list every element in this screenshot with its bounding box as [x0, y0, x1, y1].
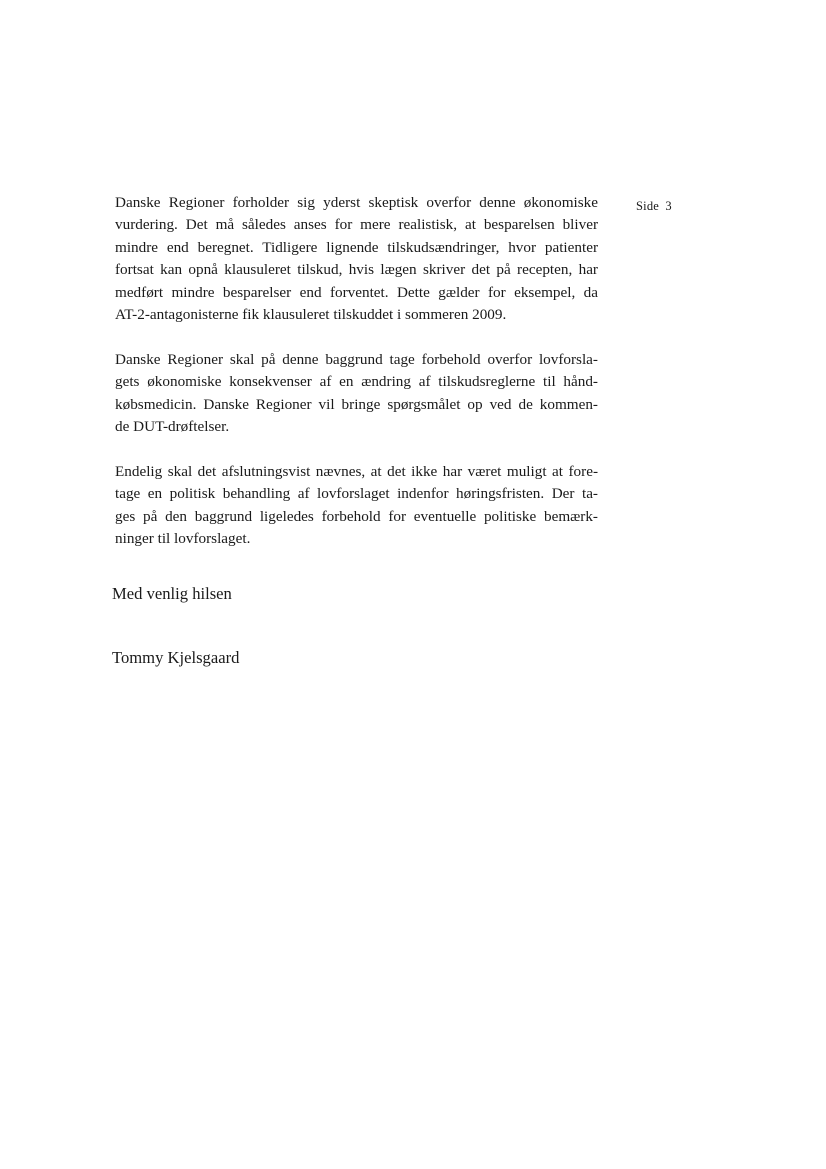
text-line: Endelig skal det afslutningsvist nævnes, at det ikke har været muligt at fore- [115, 462, 598, 480]
text-line: fortsat kan opnå klausuleret tilskud, hvis lægen skriver det på recepten, har [115, 261, 598, 279]
text-line: gets økonomiske konsekvenser af en ændring af tilskudsreglerne til hånd- [115, 373, 598, 391]
text-line: tage en politisk behandling af lovforslaget indenfor høringsfristen. Der ta- [115, 485, 598, 503]
text-line: medført mindre besparelser end forventet. Dette gælder for eksempel, da [115, 283, 598, 301]
paragraph-reservation [115, 349, 598, 439]
closing-greeting: Med venlig hilsen [112, 584, 232, 603]
text-line: de DUT-drøftelser. [115, 418, 230, 436]
text-line: ninger til lovforslaget. [115, 530, 251, 548]
letter-body [115, 192, 598, 573]
text-line: købsmedicin. Danske Regioner vil bringe spørgsmålet op ved de kommen- [115, 395, 598, 413]
text-line: ges på den baggrund ligeledes forbehold for eventuelle politiske bemærk- [115, 507, 598, 525]
paragraph-economic-assessment [115, 192, 598, 326]
signatory-name: Tommy Kjelsgaard [112, 648, 240, 667]
paragraph-political-treatment [115, 461, 598, 551]
text-line: vurdering. Det må således anses for mere realistisk, at besparelsen bliver [115, 216, 598, 234]
text-line: mindre end beregnet. Tidligere lignende tilskudsændringer, hvor patienter [115, 238, 598, 256]
text-line: Danske Regioner skal på denne baggrund tage forbehold overfor lovforsla- [115, 350, 598, 368]
page-number: Side 3 [636, 199, 672, 213]
text-line: AT-2-antagonisterne fik klausuleret tilskuddet i sommeren 2009. [115, 306, 507, 324]
text-line: Danske Regioner forholder sig yderst skeptisk overfor denne økonomiske [115, 194, 598, 211]
